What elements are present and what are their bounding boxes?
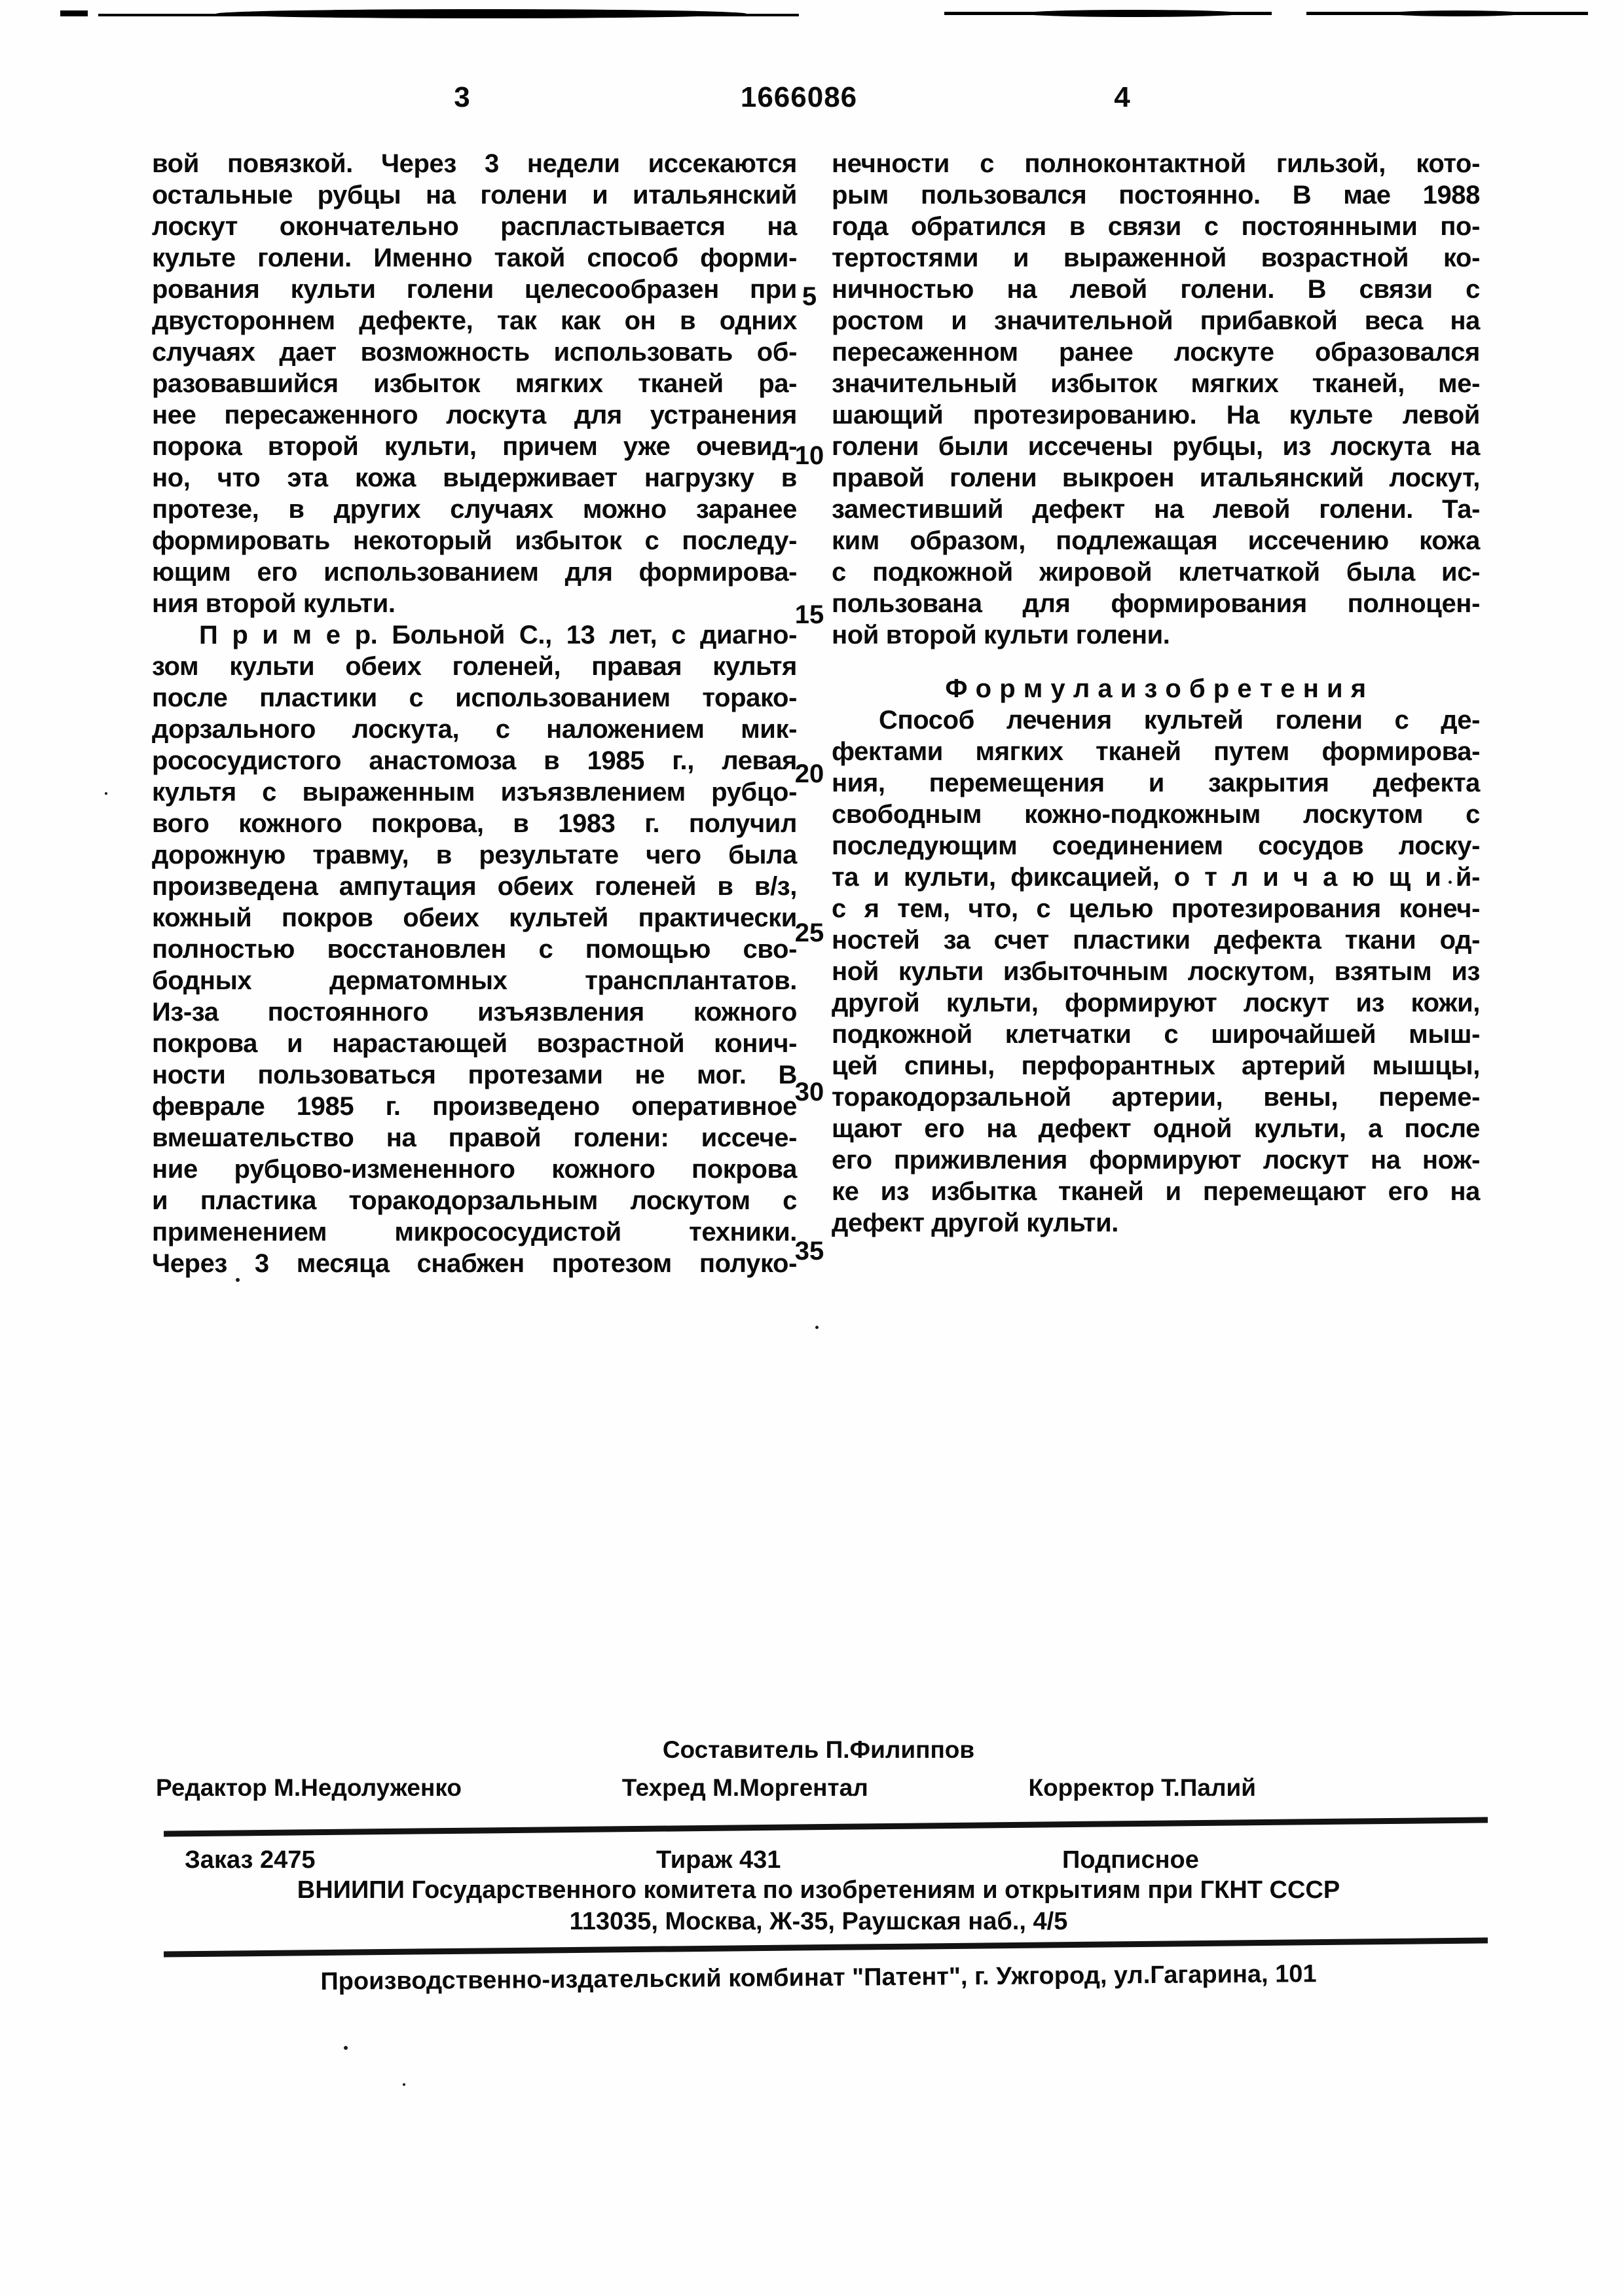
text-line: вой повязкой. Через 3 недели иссекаются [152, 149, 797, 178]
editor-credit: Редактор М.Недолуженко [156, 1774, 462, 1801]
text-line: ностей за счет пластики дефекта ткани од- [832, 926, 1480, 955]
committee-line: ВНИИПИ Государственного комитета по изобретениям и открытиям при ГКНТ СССР [297, 1876, 1340, 1904]
text-line: рым пользовался постоянно. В мае 1988 [832, 181, 1480, 210]
text-line: последующим соединением сосудов лоску- [832, 831, 1480, 860]
text-line: феврале 1985 г. произведено оперативное [152, 1092, 797, 1121]
text-line: ющим его использованием для формирова- [152, 558, 797, 587]
text-line: нечности с полноконтактной гильзой, кото- [832, 149, 1480, 178]
text-line: ким образом, подлежащая иссечению кожа [832, 526, 1480, 555]
text-line: порока второй культи, причем уже очевид- [152, 432, 797, 461]
scan-tear-mark [1022, 10, 1244, 17]
paragraph [832, 704, 1480, 1239]
text-line: ния второй культи. [152, 589, 396, 618]
text-line: культя с выраженным изъязвлением рубцо- [152, 778, 797, 807]
horizontal-rule [164, 1817, 1488, 1836]
text-line: голени были иссечены рубцы, из лоскута на [832, 432, 1480, 461]
text-line: ростом и значительной прибавкой веса на [832, 306, 1480, 335]
text-line: случаях дает возможность использовать об- [152, 338, 797, 367]
gutter-line-number: 35 [794, 1237, 824, 1266]
text-line: дорзального лоскута, с наложением мик- [152, 715, 797, 744]
page-number-right: 4 [1114, 81, 1131, 113]
scan-noise-speck [105, 792, 107, 795]
text-line: цей спины, перфорантных артерий мышцы, [832, 1051, 1480, 1080]
text-line: рования культи голени целесообразен при [152, 275, 797, 304]
text-line: щают его на дефект одной культи, а после [832, 1114, 1480, 1143]
text-line: года обратился в связи с постоянными по- [832, 212, 1480, 241]
text-line: произведена ампутация обеих голеней в в/з, [152, 872, 797, 901]
text-line: тертостями и выраженной возрастной ко- [832, 244, 1480, 272]
text-line: его приживления формируют лоскут на нож- [832, 1146, 1480, 1175]
patent-number: 1666086 [740, 81, 858, 113]
scan-noise-speck [403, 2083, 405, 2086]
text-line: свободным кожно-подкожным лоскутом с [832, 800, 1480, 829]
text-line: остальные рубцы на голени и итальянский [152, 181, 797, 210]
text-line: пользована для формирования полноцен- [832, 589, 1480, 618]
text-line: зом культи обеих голеней, правая культя [152, 652, 797, 681]
text-line: ничностью на левой голени. В связи с [832, 275, 1480, 304]
horizontal-rule [164, 1937, 1488, 1957]
compiler-credit: Составитель П.Филиппов [662, 1736, 975, 1763]
text-line: с я тем, что, с целью протезирования конеч- [832, 894, 1480, 923]
paragraph [832, 148, 1480, 651]
text-line: дорожную травму, в результате чего была [152, 841, 797, 869]
subscription-note: Подписное [1062, 1846, 1199, 1874]
gutter-line-number: 30 [794, 1078, 824, 1107]
page-number-left: 3 [454, 81, 471, 113]
text-line: Способ лечения культей голени с де- [879, 706, 1480, 735]
scan-noise-speck [344, 2046, 348, 2050]
text-line: но, что эта кожа выдерживает нагрузку в [152, 464, 797, 492]
text-line: протезе, в других случаях можно заранее [152, 495, 797, 524]
left-column [152, 148, 797, 1279]
text-line: нее пересаженного лоскута для устранения [152, 401, 797, 429]
text-line: правой голени выкроен итальянский лоскут, [832, 464, 1480, 492]
text-line: фектами мягких тканей путем формирова- [832, 737, 1480, 766]
text-line: применением микрососудистой техники. [152, 1218, 797, 1247]
text-line: формировать некоторый избыток с последу- [152, 526, 797, 555]
paragraph [152, 619, 797, 1279]
text-line: ния, перемещения и закрытия дефекта [832, 769, 1480, 797]
scan-tear-mark [216, 9, 747, 18]
text-line: заместивший дефект на левой голени. Та- [832, 495, 1480, 524]
gutter-line-number: 20 [794, 759, 824, 789]
text-line: ке из избытка тканей и перемещают его на [832, 1177, 1480, 1206]
text-line: полностью восстановлен с помощью сво- [152, 935, 797, 964]
text-line: ной второй культи голени. [832, 621, 1170, 649]
editor-credits-row [156, 1774, 1256, 1802]
gutter-line-number: 5 [802, 282, 817, 312]
text-line: и пластика торакодорзальным лоскутом с [152, 1186, 797, 1215]
text-line: П р и м е р. Больной С., 13 лет, с диагно- [199, 621, 797, 649]
text-line: та и культи, фиксацией, о т л и ч а ю щ и й- [832, 863, 1480, 892]
right-column [832, 148, 1480, 1239]
text-line: бодных дерматомных трансплантатов. [152, 966, 797, 995]
paragraph [152, 148, 797, 619]
text-line: пересаженном ранее лоскуте образовался [832, 338, 1480, 367]
publisher-line: Производственно-издательский комбинат "Патент", г. Ужгород, ул.Гагарина, 101 [320, 1960, 1317, 1995]
text-line: рососудистого анастомоза в 1985 г., левая [152, 746, 797, 775]
text-line: Из-за постоянного изъязвления кожного [152, 998, 797, 1027]
text-line: шающий протезированию. На культе левой [832, 401, 1480, 429]
committee-address: 113035, Москва, Ж-35, Раушская наб., 4/5 [569, 1908, 1068, 1935]
scan-noise-speck [815, 1326, 819, 1329]
text-line: двустороннем дефекте, так как он в одних [152, 306, 797, 335]
text-line: ние рубцово-измененного кожного покрова [152, 1155, 797, 1184]
text-line: культе голени. Именно такой способ форми- [152, 244, 797, 272]
order-number: Заказ 2475 [185, 1846, 316, 1874]
text-line: ной культи избыточным лоскутом, взятым из [832, 957, 1480, 986]
text-line: покрова и нарастающей возрастной конич- [152, 1029, 797, 1058]
scan-tear-mark [1388, 10, 1526, 16]
text-line: Ф о р м у л а и з о б р е т е н и я [945, 674, 1367, 703]
gutter-line-number: 15 [794, 600, 824, 630]
text-line: другой культи, формируют лоскут из кожи, [832, 989, 1480, 1017]
text-line: вмешательство на правой голени: иссече- [152, 1123, 797, 1152]
text-line: значительный избыток мягких тканей, ме- [832, 369, 1480, 398]
text-line: кожный покров обеих культей практически [152, 903, 797, 932]
text-line: торакодорзальной артерии, вены, переме- [832, 1083, 1480, 1112]
print-run: Тираж 431 [656, 1846, 781, 1874]
gutter-line-number: 25 [794, 919, 824, 948]
text-line: Через 3 месяца снабжен протезом полуко- [152, 1249, 797, 1278]
gutter-line-number: 10 [794, 441, 824, 471]
corrector-credit: Корректор Т.Палий [1028, 1774, 1256, 1801]
text-line: лоскут окончательно распластывается на [152, 212, 797, 241]
tech-editor-credit: Техред М.Моргентал [621, 1774, 868, 1801]
text-line: подкожной клетчатки с широчайшей мыш- [832, 1020, 1480, 1049]
text-line: после пластики с использованием торако- [152, 683, 797, 712]
text-line: дефект другой культи. [832, 1209, 1119, 1237]
text-line: вого кожного покрова, в 1983 г. получил [152, 809, 797, 838]
scan-tear-mark [60, 10, 88, 16]
text-line: с подкожной жировой клетчаткой была ис- [832, 558, 1480, 587]
text-line: ности пользоваться протезами не мог. В [152, 1061, 797, 1089]
formula-heading [832, 673, 1480, 704]
text-line: разовавшийся избыток мягких тканей ра- [152, 369, 797, 398]
